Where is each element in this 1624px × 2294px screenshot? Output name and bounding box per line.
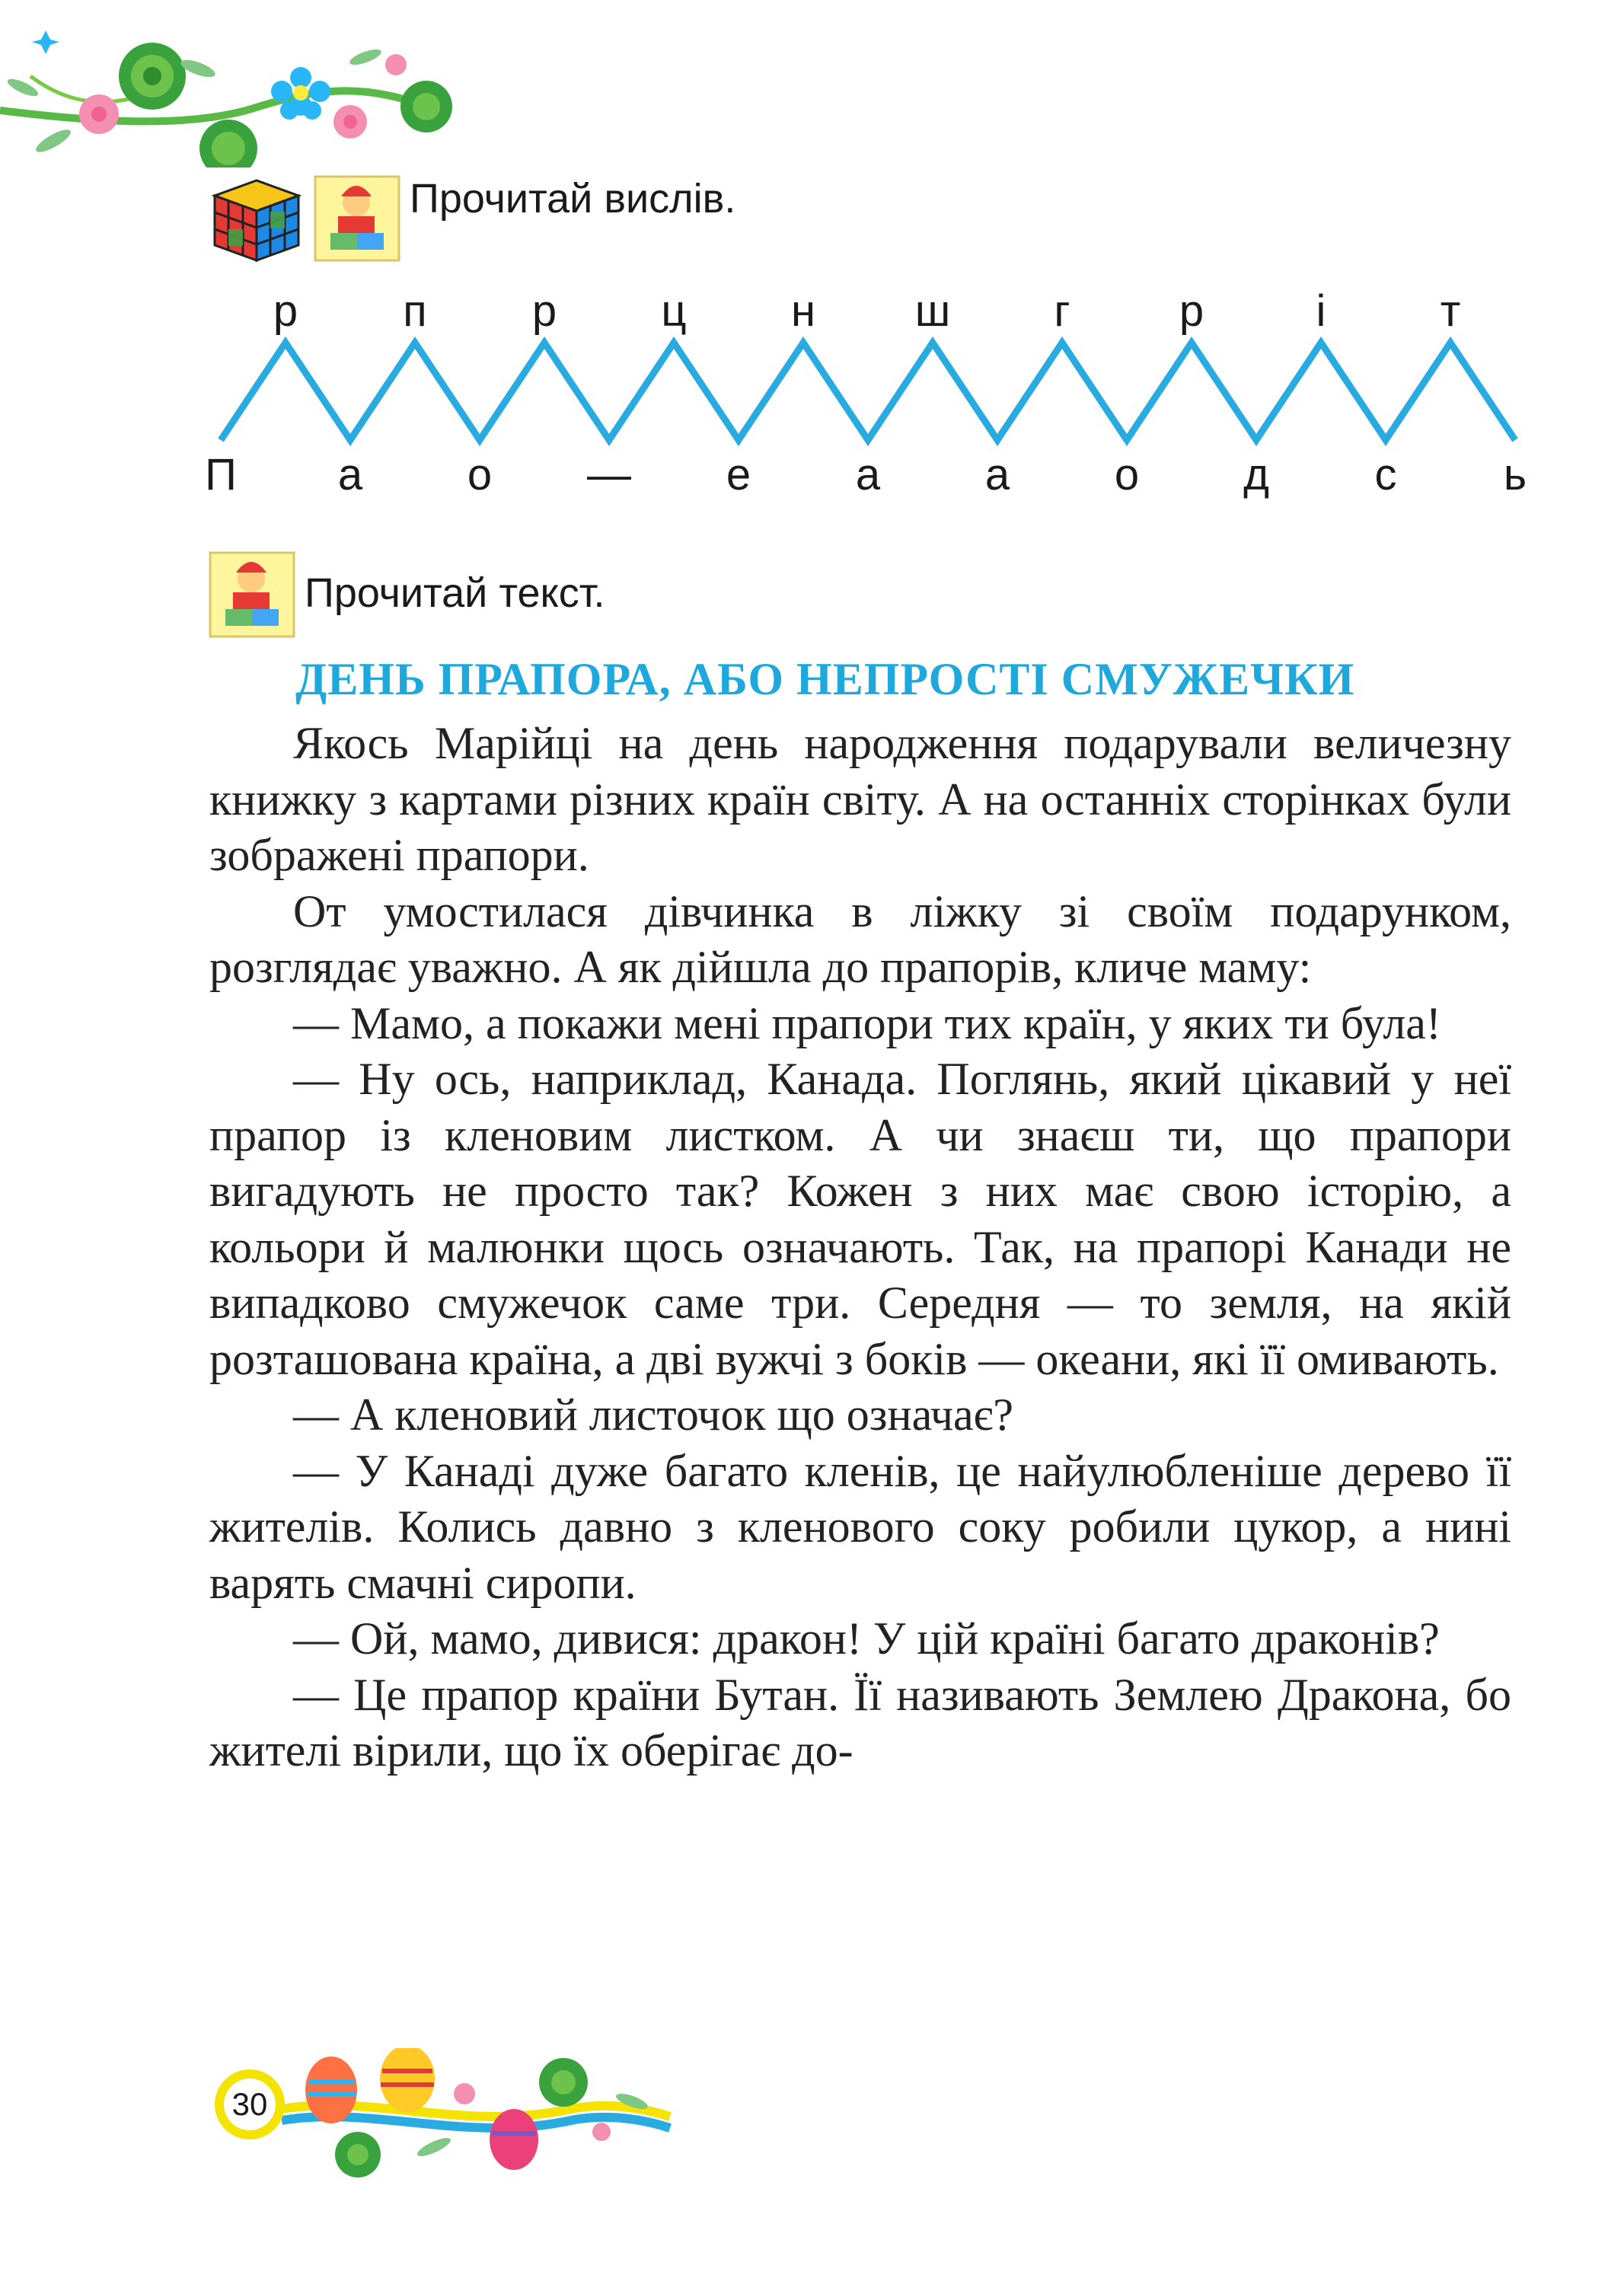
story-paragraph: От умостилася дівчинка в ліжку зі своїм подарунком, розглядає уважно. А як дійшла до прапорів, кличе маму:	[209, 885, 1511, 992]
bottom-letter: д	[1243, 450, 1269, 499]
top-letter: р	[273, 286, 298, 336]
top-letter: р	[1179, 286, 1204, 336]
page-number-badge	[215, 2069, 285, 2139]
story-paragraph: — Ой, мамо, дивися: дракон! У цій країні багато драконів?	[293, 1613, 1440, 1664]
task1-instruction: Прочитай вислів.	[410, 176, 736, 222]
bottom-letter: П	[205, 450, 237, 499]
page-number: 30	[224, 2079, 276, 2130]
bottom-letter: о	[467, 450, 493, 499]
top-letter: р	[531, 286, 557, 336]
top-letter: ц	[661, 286, 687, 336]
top-letter: н	[790, 286, 816, 336]
story-text	[209, 716, 1511, 1779]
top-letter: ш	[914, 286, 951, 336]
top-letter: г	[1054, 286, 1070, 336]
story-paragraph: Якось Марійці на день народження подарували величезну книжку з картами різних країн світу. А на останніх сторінках були зображені прапори.	[209, 718, 1511, 880]
top-letter: п	[403, 286, 427, 336]
bottom-letter: е	[726, 450, 751, 499]
bottom-letter: а	[984, 450, 1010, 499]
story-paragraph: — Це прапор країни Бутан. Її називають Землею Дракона, бо жителі вірили, що їх оберігає до-	[209, 1669, 1511, 1776]
bottom-letter: а	[855, 450, 881, 499]
top-letter: і	[1316, 286, 1326, 336]
story-paragraph: — Ну ось, наприклад, Канада. Поглянь, який цікавий у неї прапор із кленовим листком. А чи знаєш ти, що прапори вигадують не просто так? Кожен з них має свою історію, а кольори й малюнки щось означають. Так, на прапорі Канади не випадково смужечок саме три. Середня — то земля, на якій розташована країна, а дві вужчі з боків — океани, які її омивають.	[209, 1054, 1511, 1384]
bottom-letter: а	[337, 450, 363, 499]
easter-decoration-bottom	[282, 2048, 678, 2185]
top-letter: т	[1440, 286, 1461, 336]
bottom-letter: —	[587, 450, 631, 499]
bottom-letter: ь	[1503, 450, 1527, 499]
bottom-letter: о	[1114, 450, 1140, 499]
reading-child-icon	[207, 550, 297, 640]
story-title: ДЕНЬ ПРАПОРА, АБО НЕПРОСТІ СМУЖЕЧКИ	[295, 654, 1355, 704]
story-paragraph: — А кленовий листочок що означає?	[293, 1389, 1014, 1440]
bottom-letter: с	[1374, 450, 1397, 499]
story-paragraph: — У Канаді дуже багато кленів, це найулюбленіше дерево її жителів. Колись давно з кленового соку робили цукор, а нині варять смачні сиропи.	[209, 1445, 1511, 1608]
story-paragraph: — Мамо, а покажи мені прапори тих країн, у яких ти була!	[293, 997, 1441, 1048]
task2-instruction: Прочитай текст.	[305, 570, 605, 616]
